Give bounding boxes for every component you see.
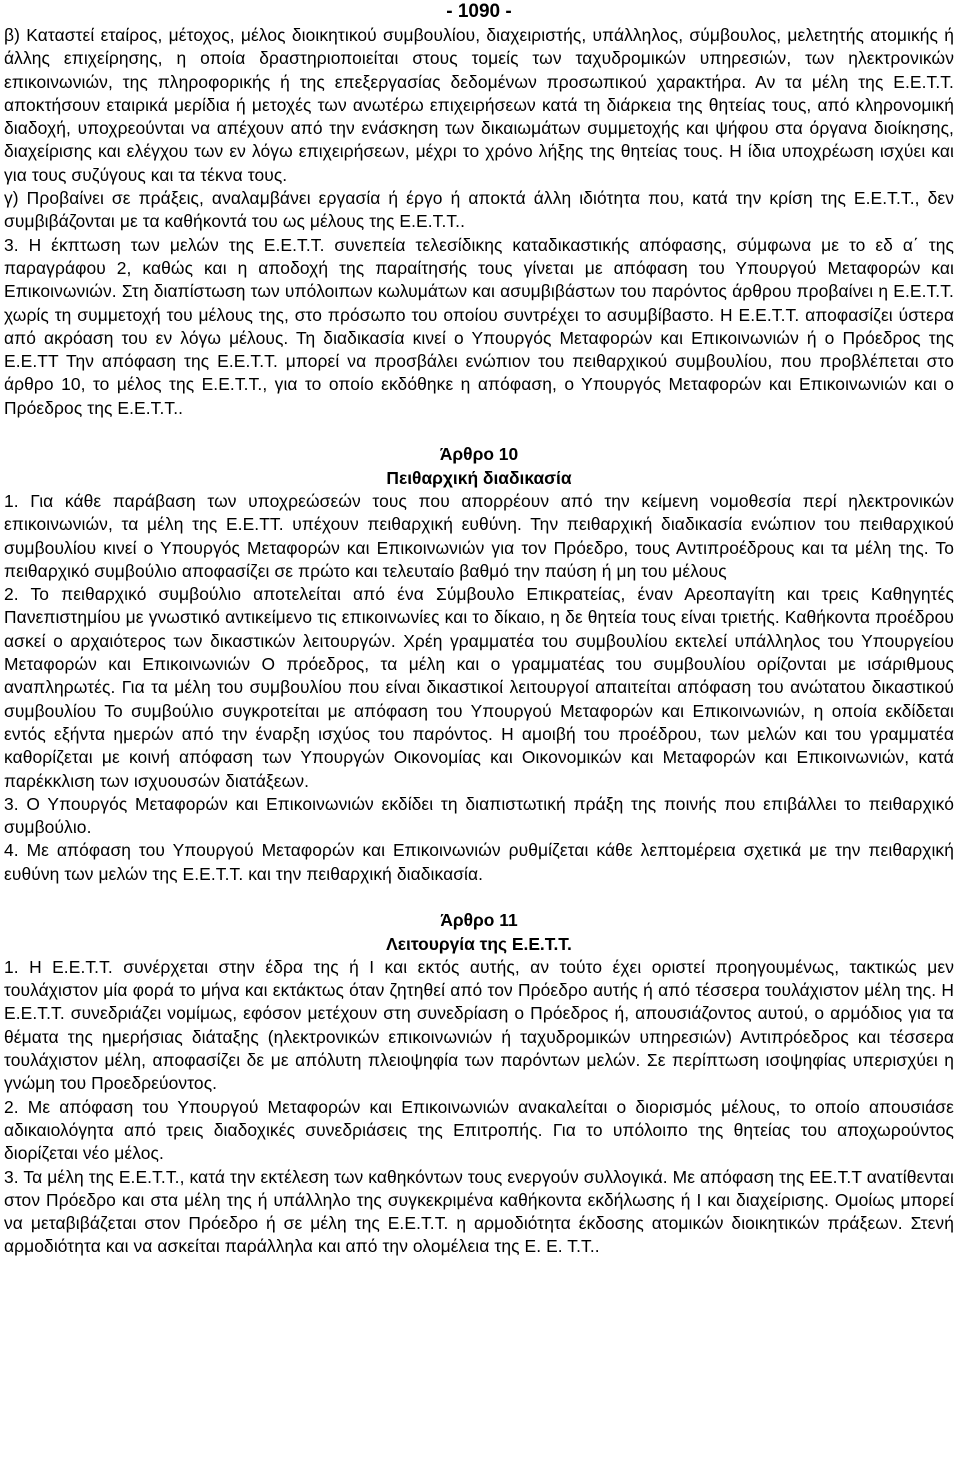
- spacer: [4, 886, 954, 909]
- article-11-number: Άρθρο 11: [440, 910, 518, 931]
- article-10-paragraph-1: 1. Για κάθε παράβαση των υποχρεώσεών τους που απορρέουν από την κείμενη νομοθεσία περί ηλεκτρονικών επικοινωνιών, τα μέλη της Ε.Ε.ΤΤ. υπέχουν πειθαρχική ευθύνη. Την πειθαρχική διαδικασία ενώπιον του πειθαρχικού συμβουλίου κινεί ο Υπουργός Μεταφορών και Επικοινωνιών για τον Πρόεδρο, τους Αντιπροέδρους και τα μέλη της. Το πειθαρχικό συμβούλιο αποφασίζει σε πρώτο και τελευταίο βαθμό την παύση ή μη του μέλους: [4, 490, 954, 581]
- article-11-title: Λειτουργία της Ε.Ε.Τ.Τ.: [386, 933, 572, 954]
- article-11-paragraph-3: 3. Τα μέλη της Ε.Ε.Τ.Τ., κατά την εκτέλεση των καθηκόντων τους ενεργούν συλλογικά. Με απόφαση της ΕΕ.Τ.Τ ανατίθενται στον Πρόεδρο και στα μέλη της ή υπάλληλο της συγκεκριμένα καθήκοντα εκδήλωσης ή Ι και διαχείρισης. Ομοίως μπορεί να μεταβιβάζεται στον Πρόεδρο ή σε μέλη της Ε.Ε.Τ.Τ. η αρμοδιότητα έκδοσης ατομικών διοικητικών πράξεων. Στενή αρμοδιότητα και να ασκείται παράλληλα και από την ολομέλεια της Ε. Ε. Τ.Τ..: [4, 1166, 954, 1257]
- article-11-paragraph-2: 2. Με απόφαση του Υπουργού Μεταφορών και Επικοινωνιών ανακαλείται ο διορισμός μέλους, το οποίο απουσιάσε αδικαιολόγητα από τρεις διαδοχικές συνεδριάσεις της Επιτροπής. Για το υπόλοιπο της θητείας του αποχωρούντος διορίζεται νέο μέλος.: [4, 1096, 954, 1164]
- article-10: [4, 443, 954, 886]
- paragraph-b: β) Καταστεί εταίρος, μέτοχος, μέλος διοικητικού συμβουλίου, διαχειριστής, υπάλληλος, σύμβουλος, μελετητής ατομικής ή άλλης επιχείρησης, η οποία δραστηριοποιείται στους τομείς των ταχυδρομικών υπηρεσιών, των ηλεκτρονικών επικοινωνιών, της πληροφορικής ή της επεξεργασίας δεδομένων προσωπικού χαρακτήρα. Αν τα μέλη της Ε.Ε.Τ.Τ. αποκτήσουν εταιρικά μερίδια ή μετοχές των ανωτέρω επιχειρήσεων κατά τη διάρκεια της θητείας τους, από κληρονομική διαδοχή, υποχρεούνται να απέχουν από την ενάσκηση των δικαιωμάτων συμμετοχής και ψήφου στα όργανα διοίκησης, διαχείρισης και ελέγχου των εν λόγω επιχειρήσεων, μέχρι το χρόνο λήξης της θητείας τους. Η ίδια υποχρέωση ισχύει και για τους συζύγους και τα τέκνα τους.: [4, 25, 954, 185]
- article-10-number: Άρθρο 10: [439, 444, 519, 465]
- page-number: - 1090 -: [446, 1, 512, 22]
- paragraph-3: 3. Η έκπτωση των μελών της Ε.Ε.Τ.Τ. συνεπεία τελεσίδικης καταδικαστικής απόφασης, σύμφωνα με το εδ α΄ της παραγράφου 2, καθώς και η αποδοχή της παραίτησής τους γίνεται με απόφαση του Υπουργού Μεταφορών και Επικοινωνιών. Στη διαπίστωση των υπόλοιπων κωλυμάτων και ασυμβιβάστων του παρόντος άρθρου προβαίνει η Ε.Ε.Τ.Τ. χωρίς τη συμμετοχή του μέλους της, στο πρόσωπο του οποίου συντρέχει το ασυμβίβαστο. Η Ε.Ε.Τ.Τ. αποφασίζει ύστερα από ακρόαση του εν λόγω μέλους. Τη διαδικασία κινεί ο Υπουργός Μεταφορών και Επικοινωνιών ή ο Πρόεδρος της Ε.Ε.ΤΤ Την απόφαση της Ε.Ε.Τ.Τ. μπορεί να προσβάλει ενώπιον του πειθαρχικού συμβουλίου, που προβλέπεται στο άρθρο 10, το μέλος της Ε.Ε.Τ.Τ., για το οποίο εκδόθηκε η απόφαση, ο Υπουργός Μεταφορών και Επικοινωνιών και ο Πρόεδρος της Ε.Ε.Τ.Τ..: [4, 234, 954, 418]
- paragraph-c: γ) Προβαίνει σε πράξεις, αναλαμβάνει εργασία ή έργο ή αποκτά άλλη ιδιότητα που, κατά την κρίση της Ε.Ε.Τ.Τ., δεν συμβιβάζονται με τα καθήκοντά του ως μέλους της Ε.Ε.Τ.Τ..: [4, 188, 954, 232]
- article-11-paragraph-1: 1. Η Ε.Ε.Τ.Τ. συνέρχεται στην έδρα της ή Ι και εκτός αυτής, αν τούτο έχει οριστεί προηγουμένως, τακτικώς μεν τουλάχιστον μία φορά το μήνα και εκτάκτως όταν ζητηθεί από τον Πρόεδρο αυτής ή από τέσσερα τουλάχιστον μέλη της. Η Ε.Ε.Τ.Τ. συνεδριάζει νομίμως, εφόσον μετέχουν στη συνεδρίαση ο Πρόεδρος ή, απουσιάζοντος αυτού, ο αρμόδιος για τα θέματα της ημερήσιας διάταξης (ηλεκτρονικών επικοινωνιών ή ταχυδρομικών υπηρεσιών) Αντιπρόεδρος και τέσσερα τουλάχιστον μέλη, αποφασίζει δε με απόλυτη πλειοψηφία των παρόντων μελών. Σε περίπτωση ισοψηφίας υπερισχύει η γνώμη του Προεδρεύοντος.: [4, 956, 954, 1094]
- article-10-paragraph-4: 4. Με απόφαση του Υπουργού Μεταφορών και Επικοινωνιών ρυθμίζεται κάθε λεπτομέρεια σχετικά με την πειθαρχική ευθύνη των μελών της Ε.Ε.Τ.Τ. και την πειθαρχική διαδικασία.: [4, 840, 954, 884]
- article-10-title: Πειθαρχική διαδικασία: [386, 467, 572, 488]
- article-11: [4, 909, 954, 1258]
- article-10-paragraph-3: 3. Ο Υπουργός Μεταφορών και Επικοινωνιών εκδίδει τη διαπιστωτική πράξη της ποινής που επιβάλλει το πειθαρχικό συμβούλιο.: [4, 793, 954, 838]
- spacer: [4, 420, 954, 443]
- article-10-paragraph-2: 2. Το πειθαρχικό συμβούλιο αποτελείται από ένα Σύμβουλο Επικρατείας, έναν Αρεοπαγίτη και τρεις Καθηγητές Πανεπιστημίου με γνωστικό αντικείμενο τις επικοινωνίες και το δίκαιο, η δε θητεία τους είναι τριετής. Καθήκοντα προέδρου ασκεί ο αρχαιότερος των δικαστικών λειτουργών. Χρέη γραμματέα του συμβουλίου εκτελεί υπάλληλος του Υπουργείου Μεταφορών και Επικοινωνιών Ο πρόεδρος, τα μέλη και ο γραμματέας του συμβουλίου ορίζονται με ισάριθμους αναπληρωτές. Για τα μέλη του συμβουλίου που είναι δικαστικοί λειτουργοί απαιτείται απόφαση του ανώτατου δικαστικού συμβουλίου Το συμβούλιο συγκροτείται με απόφαση του Υπουργού Μεταφορών και Επικοινωνιών, η οποία εκδίδεται εντός εξήντα ημερών από την έναρξη ισχύος του παρόντος. Η αμοιβή του προέδρου, των μελών και του γραμματέα καθορίζεται με κοινή απόφαση των Υπουργών Οικονομίας και Οικονομικών και Μεταφορών και Επικοινωνιών, κατά παρέκκλιση των ισχυουσών διατάξεων.: [4, 584, 954, 791]
